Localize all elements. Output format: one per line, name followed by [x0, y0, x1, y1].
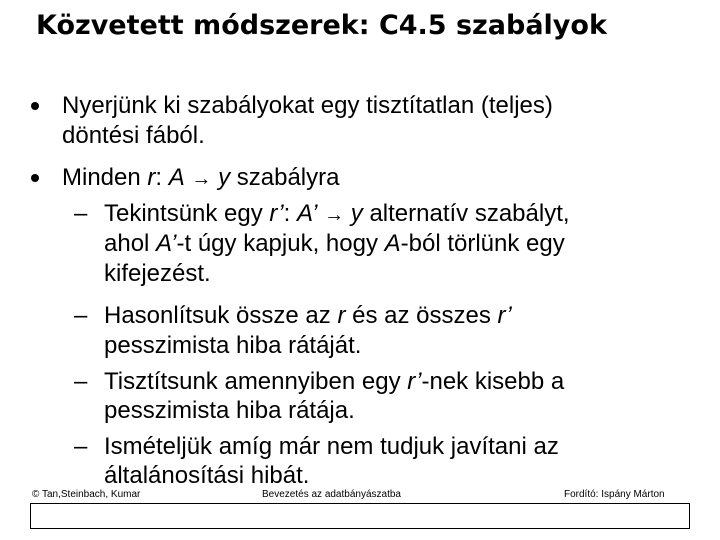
- text: ahol: [104, 230, 157, 257]
- footer-box: [30, 503, 690, 529]
- sub-dash: –: [74, 200, 88, 227]
- sub-2-line-2: pesszimista hiba rátáját.: [104, 332, 362, 359]
- text: -ból törlünk egy: [400, 230, 565, 257]
- footer-course-title: Bevezetés az adatbányászatba: [262, 489, 401, 500]
- slide-title: Közvetett módszerek: C4.5 szabályok: [36, 10, 607, 41]
- var-y: y: [218, 164, 231, 191]
- var-r: r: [147, 164, 156, 191]
- sub-1-line-3: kifejezést.: [104, 260, 211, 287]
- sub-3-line-1: [104, 367, 564, 397]
- sub-4-line-1: Ismételjük amíg már nem tudjuk javítani az: [104, 433, 559, 460]
- footer-translator: Fordító: Ispány Márton: [564, 489, 665, 500]
- text: és az összes: [345, 302, 498, 329]
- arrow-right-icon: →: [191, 168, 212, 190]
- var-A: A: [384, 230, 401, 257]
- var-r: r: [337, 302, 346, 329]
- var-y: y: [350, 200, 363, 227]
- bullet-dot: [31, 174, 39, 182]
- text: Minden: [62, 164, 148, 191]
- arrow-right-icon: →: [324, 204, 345, 226]
- bullet-1-line-2: döntési fából.: [62, 122, 205, 149]
- sub-dash: –: [74, 302, 88, 329]
- text: :: [283, 200, 297, 227]
- var-A-prime: A’: [296, 200, 318, 227]
- footer-copyright: © Tan,Steinbach, Kumar: [32, 489, 141, 500]
- sub-1-line-1: [104, 199, 570, 230]
- var-A: A: [168, 164, 185, 191]
- sub-2-line-1: [104, 301, 512, 331]
- bullet-1-line-1: Nyerjünk ki szabályokat egy tisztítatlan (teljes): [62, 92, 553, 119]
- bullet-2-line-1: [62, 163, 339, 194]
- text: szabályra: [230, 164, 340, 191]
- var-r-prime: r’: [407, 368, 422, 395]
- text: :: [155, 164, 169, 191]
- sub-1-line-2: [104, 229, 565, 259]
- var-A-prime: A’: [156, 230, 177, 257]
- text: -nek kisebb a: [421, 368, 565, 395]
- sub-3-line-2: pesszimista hiba rátája.: [104, 397, 355, 424]
- text: alternatív szabályt,: [362, 200, 570, 227]
- text: Tisztítsunk amennyiben egy: [104, 368, 408, 395]
- text: Hasonlítsuk össze az: [104, 302, 338, 329]
- var-r-prime: r’: [497, 302, 512, 329]
- sub-dash: –: [74, 433, 88, 460]
- bullet-dot: [31, 102, 39, 110]
- text: Tekintsünk egy: [104, 200, 270, 227]
- sub-dash: –: [74, 368, 88, 395]
- text: -t úgy kapjuk, hogy: [176, 230, 385, 257]
- sub-4-line-2: általánosítási hibát.: [104, 462, 310, 489]
- var-r-prime: r’: [269, 200, 284, 227]
